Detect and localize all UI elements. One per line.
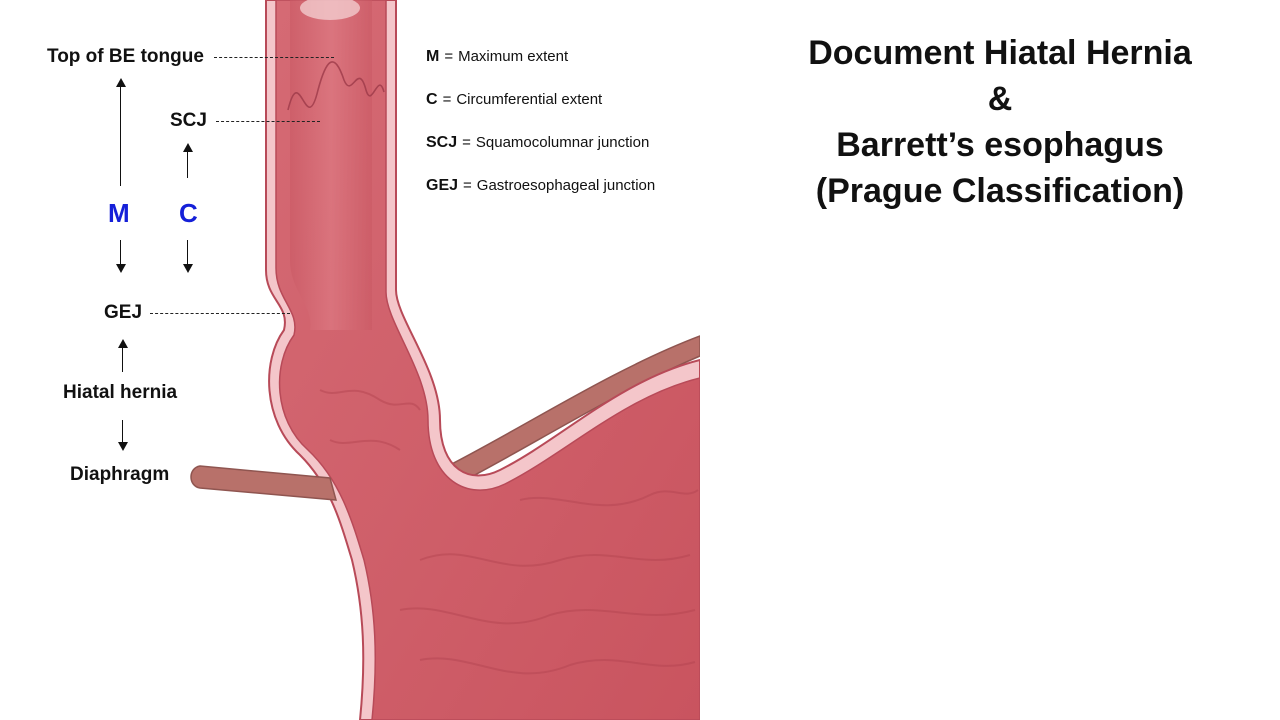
hernia-arrow-down-icon xyxy=(118,442,128,451)
legend-item-c: C = Circumferential extent xyxy=(426,91,603,108)
legend-item-gej: GEJ = Gastroesophageal junction xyxy=(426,177,656,194)
top-of-be-tongue-label: Top of BE tongue xyxy=(47,46,204,67)
top-of-be-tongue-dash xyxy=(214,57,334,58)
title-line-4: (Prague Classification) xyxy=(815,172,1185,210)
hernia-lower-line xyxy=(122,420,123,444)
title-line-3: Barrett’s esophagus xyxy=(836,126,1164,164)
m-vertical-line xyxy=(120,86,121,186)
diaphragm-label: Diaphragm xyxy=(70,464,170,485)
title-line-1: Document Hiatal Hernia xyxy=(808,34,1192,72)
c-label: C xyxy=(179,198,198,228)
scj-dash xyxy=(216,121,320,122)
m-arrow-up-icon xyxy=(116,78,126,87)
scj-label: SCJ xyxy=(170,110,207,131)
gej-label: GEJ xyxy=(104,302,143,323)
c-arrow-up-icon xyxy=(183,143,193,152)
m-label: M xyxy=(108,198,130,228)
gej-dash xyxy=(150,313,290,314)
hernia-upper-line xyxy=(122,346,123,372)
c-upper-line xyxy=(187,150,188,178)
m-arrow-down-icon xyxy=(116,264,126,273)
legend-item-scj: SCJ = Squamocolumnar junction xyxy=(426,134,650,151)
c-lower-line xyxy=(187,240,188,266)
legend-item-m: M = Maximum extent xyxy=(426,48,569,65)
title-line-2: & xyxy=(987,80,1013,118)
hiatal-hernia-label: Hiatal hernia xyxy=(63,382,178,403)
legend xyxy=(426,48,655,220)
m-lower-line xyxy=(120,240,121,266)
hernia-arrow-up-icon xyxy=(118,339,128,348)
page-title xyxy=(760,30,1240,214)
c-arrow-down-icon xyxy=(183,264,193,273)
